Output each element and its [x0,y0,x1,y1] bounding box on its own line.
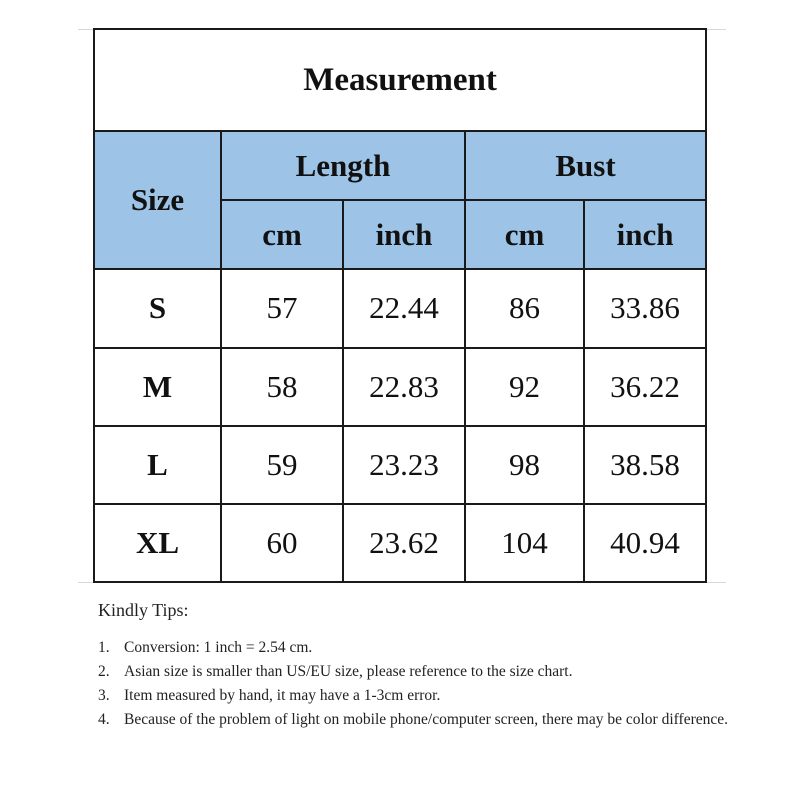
bust-cm-header: cm [465,200,584,269]
bust-group-header: Bust [465,131,706,200]
bust-inch-value: 33.86 [584,269,706,347]
tips-list [98,636,738,732]
bust-inch-value: 36.22 [584,348,706,426]
tip-item-measure-error [98,684,738,708]
tip-number: 1. [98,639,110,656]
length-inch-value: 22.44 [343,269,465,347]
length-inch-value: 23.23 [343,426,465,504]
bust-inch-value: 38.58 [584,426,706,504]
length-inch-value: 23.62 [343,504,465,582]
table-row-s [94,269,706,347]
tip-number: 4. [98,711,110,728]
length-cm-value: 59 [221,426,343,504]
table-title: Measurement [94,29,706,131]
size-label: L [94,426,221,504]
bust-inch-header: inch [584,200,706,269]
table-row-m [94,348,706,426]
size-label: XL [94,504,221,582]
tip-number: 3. [98,687,110,704]
table-row-xl [94,504,706,582]
size-column-header: Size [94,131,221,269]
length-inch-header: inch [343,200,465,269]
bust-cm-value: 104 [465,504,584,582]
length-cm-value: 58 [221,348,343,426]
bust-inch-value: 40.94 [584,504,706,582]
length-group-header: Length [221,131,465,200]
table-row-l [94,426,706,504]
tips-heading: Kindly Tips: [98,600,189,620]
length-cm-value: 57 [221,269,343,347]
tip-text: Conversion: 1 inch = 2.54 cm. [124,639,313,656]
bust-cm-value: 86 [465,269,584,347]
tip-text: Because of the problem of light on mobile phone/computer screen, there may be color difference. [124,711,728,728]
tip-number: 2. [98,663,110,680]
kindly-tips-section [98,600,738,732]
length-inch-value: 22.83 [343,348,465,426]
tip-item-conversion [98,636,738,660]
size-label: S [94,269,221,347]
tip-item-color-difference [98,708,738,732]
group-header-row [94,131,706,200]
tip-text: Asian size is smaller than US/EU size, please reference to the size chart. [124,663,573,680]
bust-cm-value: 92 [465,348,584,426]
length-cm-header: cm [221,200,343,269]
size-chart-table [93,28,707,583]
title-row [94,29,706,131]
bust-cm-value: 98 [465,426,584,504]
size-label: M [94,348,221,426]
tip-text: Item measured by hand, it may have a 1-3cm error. [124,687,441,704]
length-cm-value: 60 [221,504,343,582]
tip-item-asian-size [98,660,738,684]
